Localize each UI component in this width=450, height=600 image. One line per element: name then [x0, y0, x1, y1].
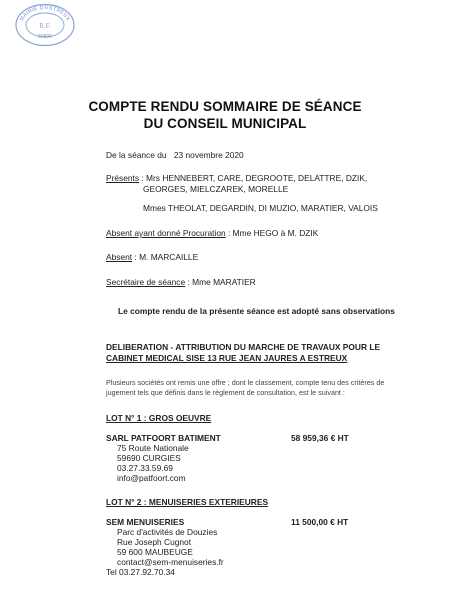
presents-names-2: GEORGES, MIELCZAREK, MORELLE [143, 184, 289, 194]
lot1-heading: LOT N° 1 : GROS OEUVRE [106, 413, 212, 423]
presents-names-3: Mmes THEOLAT, DEGARDIN, DI MUZIO, MARATIER, VALOIS [143, 203, 378, 213]
lot1-address-line3: 03.27.33.59.69 [117, 463, 173, 473]
lot2-address-line1: Parc d'activités de Douzies [117, 527, 218, 537]
seance-date-line [106, 150, 244, 160]
secretaire-value: Mme MARATIER [192, 277, 256, 287]
seal-top-text: MAIRIE D'ESTREUX [19, 4, 71, 22]
absent-value: M. MARCAILLE [139, 252, 199, 262]
lot2-company: SEM MENUISERIES [106, 517, 185, 527]
svg-text:59990 [38, 33, 53, 40]
absent-label: Absent [106, 252, 133, 262]
deliberation-title-line2: CABINET MEDICAL SISE 13 RUE JEAN JAURES A ESTREUX [106, 353, 348, 363]
adoption-statement: Le compte rendu de la présente séance est adopté sans observations [118, 306, 395, 316]
lot2-address-line5: Tel 03.27.92.70.34 [106, 567, 175, 577]
absent-procuration-line: Absent ayant donné Procuration : Mme HEGO à M. DZIK [106, 228, 319, 238]
seance-date: 23 novembre 2020 [173, 150, 244, 160]
lot1-address-line2: 59690 CURGIES [117, 453, 181, 463]
lot2-heading: LOT N° 2 : MENUISERIES EXTERIEURES [106, 497, 269, 507]
seal-bottom-text: 59990 [37, 33, 53, 40]
secretaire-label: Secrétaire de séance [106, 277, 186, 287]
document-title-line1: COMPTE RENDU SOMMAIRE DE SÉANCE [88, 99, 362, 114]
presents-label: Présents [106, 173, 140, 183]
presents-line1: Présents : Mrs HENNEBERT, CARE, DEGROOTE, DELATTRE, DZIK, [106, 173, 368, 183]
absent-procuration-value: Mme HEGO à M. DZIK [232, 228, 319, 238]
secretaire-line: Secrétaire de séance : Mme MARATIER [106, 277, 256, 287]
svg-text:MAIRIE D'ESTREUX [19, 5, 71, 22]
lot2-address-line4: contact@sem-menuiseries.fr [117, 557, 224, 567]
deliberation-title-line1: DELIBERATION - ATTRIBUTION DU MARCHE DE TRAVAUX POUR LE [106, 342, 381, 352]
lot1-address-line1: 75 Route Nationale [117, 443, 189, 453]
lot2-address-line2: Rue Joseph Cugnot [117, 537, 192, 547]
lot1-address-line4: info@patfoort.com [117, 473, 186, 483]
intro-paragraph-line1: Plusieurs sociétés ont remis une offre ; dont le classement, compte tenu des critères de [106, 378, 385, 387]
presents-names-1: Mrs HENNEBERT, CARE, DEGROOTE, DELATTRE, DZIK, [146, 173, 368, 183]
lot1-company: SARL PATFOORT BATIMENT [106, 433, 221, 443]
lot1-amount: 58 959,36 € HT [291, 433, 349, 443]
absent-procuration-label: Absent ayant donné Procuration [106, 228, 226, 238]
seal-center-symbol: R.F. [39, 22, 51, 30]
mairie-seal-stamp [14, 3, 76, 47]
document-title-line2: DU CONSEIL MUNICIPAL [143, 116, 307, 131]
lot2-address-line3: 59 600 MAUBEUGE [117, 547, 193, 557]
intro-paragraph-line2: jugement tels que définis dans le règlement de consultation, est le suivant : [106, 388, 345, 397]
absent-line: Absent : M. MARCAILLE [106, 252, 199, 262]
seance-label: De la séance du [106, 150, 167, 160]
lot2-amount: 11 500,00 € HT [291, 517, 349, 527]
